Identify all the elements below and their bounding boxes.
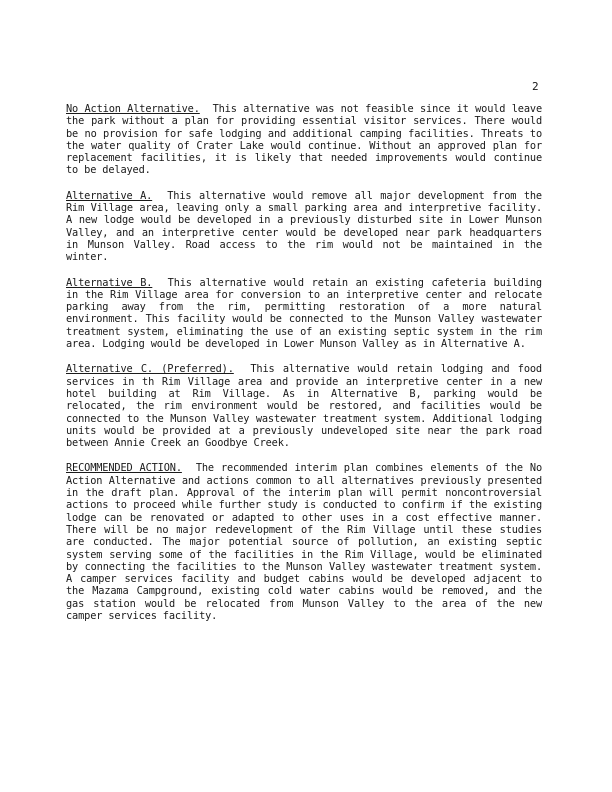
section-body: This alternative would remove all major development from the Rim Village area, leaving only a small parking area and interpretive facility. A new lodge would be developed in a previously disturbed site in Lower Munson Valley, and an interpretive center would be developed near park headquarters in Munson Valley. Road access to the rim would not be maintained in the winter. xyxy=(66,189,542,264)
section-alternative-b xyxy=(66,277,542,351)
section-body: This alternative would retain an existing cafeteria building in the Rim Village area for conversion to an interpretive center and relocate parking away from the rim, permitting restoration of a more natural environment. This facility would be connected to the Munson Valley wastewater treatment system, eliminating the use of an existing septic system in the rim area. Lodging would be developed in Lower Munson Valley as in Alternative A. xyxy=(66,276,542,351)
section-heading: Alternative B. xyxy=(66,276,153,289)
section-heading: Alternative A. xyxy=(66,189,153,202)
section-no-action xyxy=(66,103,542,177)
section-heading: Alternative C. (Preferred). xyxy=(66,363,234,376)
document-body xyxy=(66,103,542,635)
section-body: This alternative would retain lodging and food services in th Rim Village area and provide an interpretive center in a new hotel building at Rim Village. As in Alternative B, parking would be relocated, the rim environment would be restored, and facilities would be connected to the Munson Valley wastewater treatment system. Additional lodging units would be provided at a previously undeveloped site near the park road between Annie Creek an Goodbye Creek. xyxy=(66,363,542,450)
section-alternative-c xyxy=(66,363,542,449)
section-heading: No Action Alternative. xyxy=(66,103,200,115)
page-number: 2 xyxy=(532,80,539,93)
section-heading: RECOMMENDED ACTION. xyxy=(66,462,182,475)
section-alternative-a xyxy=(66,190,542,264)
section-body: This alternative was not feasible since it would leave the park without a plan for providing essential visitor services. There would be no provision for safe lodging and additional camping facilities. Threats to the water quality of Crater Lake would continue. Without an approved plan for replacement facilities, it is likely that needed improvements would continue to be delayed. xyxy=(66,103,542,177)
section-body: The recommended interim plan combines elements of the No Action Alternative and actions common to all alternatives previously presented in the draft plan. Approval of the interim plan will permit noncontroversial actions to proceed while further study is conducted to confirm if the existing lodge can be renovated or adapted to other uses in a cost effective manner. There will be no major redevelopment of the Rim Village until these studies are conducted. The major potential source of pollution, an existing septic system serving some of the facilities in the Rim Village, would be eliminated by connecting the facilities to the Munson Valley wastewater treatment system. A camper services facility and budget cabins would be developed adjacent to the Mazama Campground, existing cold water cabins would be removed, and the gas station would be relocated from Munson Valley to the area of the new camper services facility. xyxy=(66,462,542,622)
section-recommended-action xyxy=(66,462,542,622)
